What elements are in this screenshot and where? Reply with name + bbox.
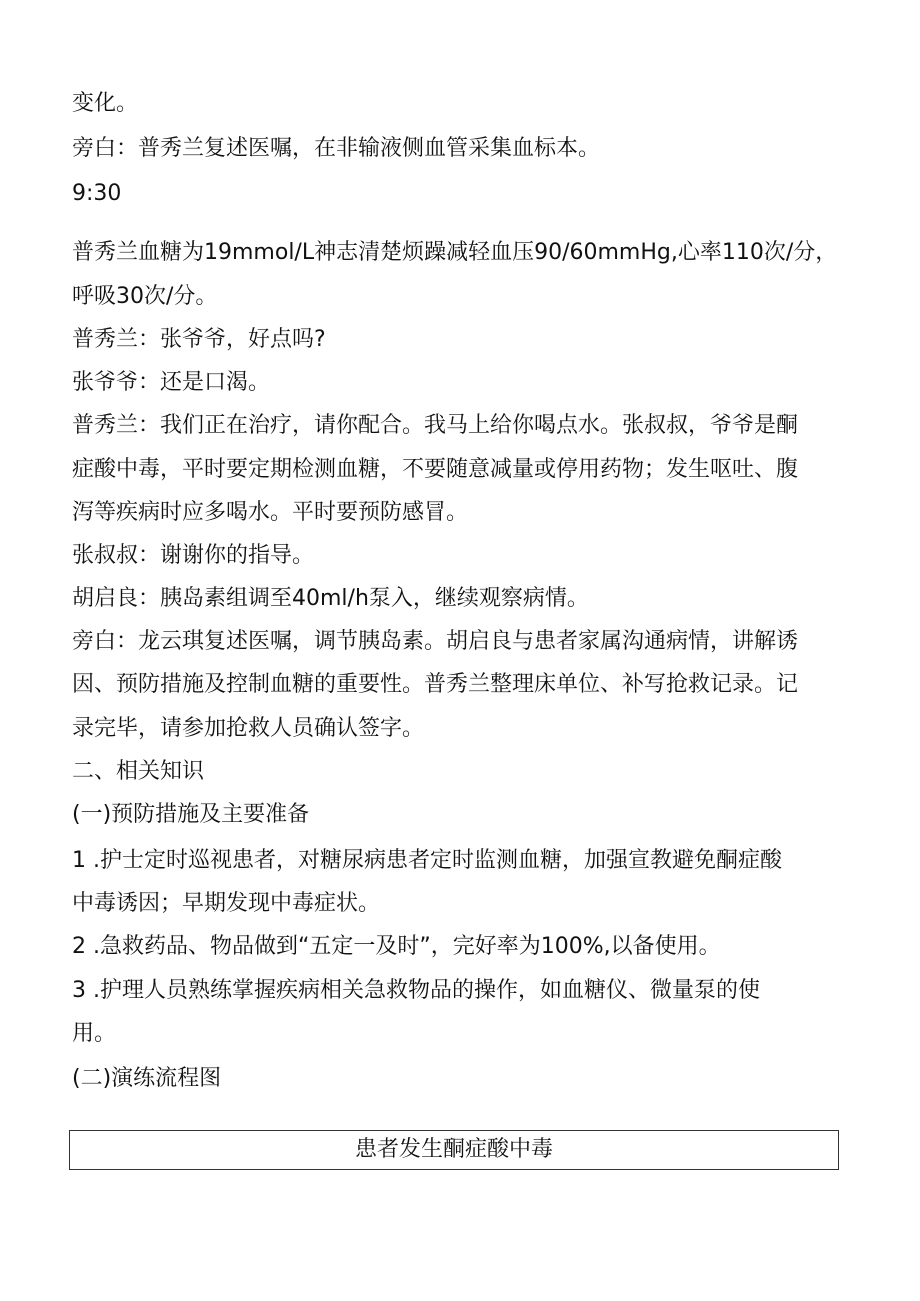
text-line-dialogue-3b: 症酸中毒，平时要定期检测血糖，不要随意减量或停用药物；发生呕吐、腹: [72, 457, 799, 482]
text-line-dialogue-4: 张叔叔：谢谢你的指导。: [72, 543, 315, 568]
text-line-dialogue-5: 胡启良：胰岛素组调至40ml/h泵入，继续观察病情。: [72, 586, 589, 611]
list-item-2: 2 .急救药品、物品做到“五定一及时”，完好率为100%,以备使用。: [72, 934, 721, 959]
text-line-narration-1: 旁白：普秀兰复述医嘱，在非输液侧血管采集血标本。: [72, 136, 601, 161]
text-line-narration-2b: 因、预防措施及控制血糖的重要性。普秀兰整理床单位、补写抢救记录。记: [72, 672, 799, 697]
flowchart-box-start: [69, 1130, 839, 1170]
list-item-3b: 用。: [72, 1021, 117, 1046]
text-line-vitals-2: 呼吸30次/分。: [72, 284, 218, 309]
subsection-heading-prevention: (一)预防措施及主要准备: [72, 802, 310, 827]
text-line-dialogue-3a: 普秀兰：我们正在治疗，请你配合。我马上给你喝点水。张叔叔，爷爷是酮: [72, 413, 799, 438]
list-item-1a: 1 .护士定时巡视患者，对糖尿病患者定时监测血糖，加强宣教避免酮症酸: [72, 848, 782, 873]
text-line-vitals-1: 普秀兰血糖为19mmol/L神志清楚烦躁减轻血压90/60mmHg,心率110次/分，: [72, 240, 838, 265]
list-item-1b: 中毒诱因；早期发现中毒症状。: [72, 891, 381, 916]
text-line-narration-2a: 旁白：龙云琪复述医嘱，调节胰岛素。胡启良与患者家属沟通病情，讲解诱: [72, 629, 799, 654]
text-line-narration-2c: 录完毕，请参加抢救人员确认签字。: [72, 716, 425, 741]
list-item-3a: 3 .护理人员熟练掌握疾病相关急救物品的操作，如血糖仪、微量泵的使: [72, 978, 760, 1003]
subsection-heading-flowchart: (二)演练流程图: [72, 1066, 222, 1091]
text-line-continuation: 变化。: [72, 91, 139, 116]
text-line-time: 9:30: [72, 181, 122, 206]
section-heading-knowledge: 二、相关知识: [72, 759, 205, 784]
text-line-dialogue-2: 张爷爷：还是口渴。: [72, 370, 271, 395]
flowchart-box-label: 患者发生酮症酸中毒: [354, 1137, 553, 1162]
text-line-dialogue-1: 普秀兰：张爷爷，好点吗?: [72, 327, 326, 352]
text-line-dialogue-3c: 泻等疾病时应多喝水。平时要预防感冒。: [72, 500, 469, 525]
